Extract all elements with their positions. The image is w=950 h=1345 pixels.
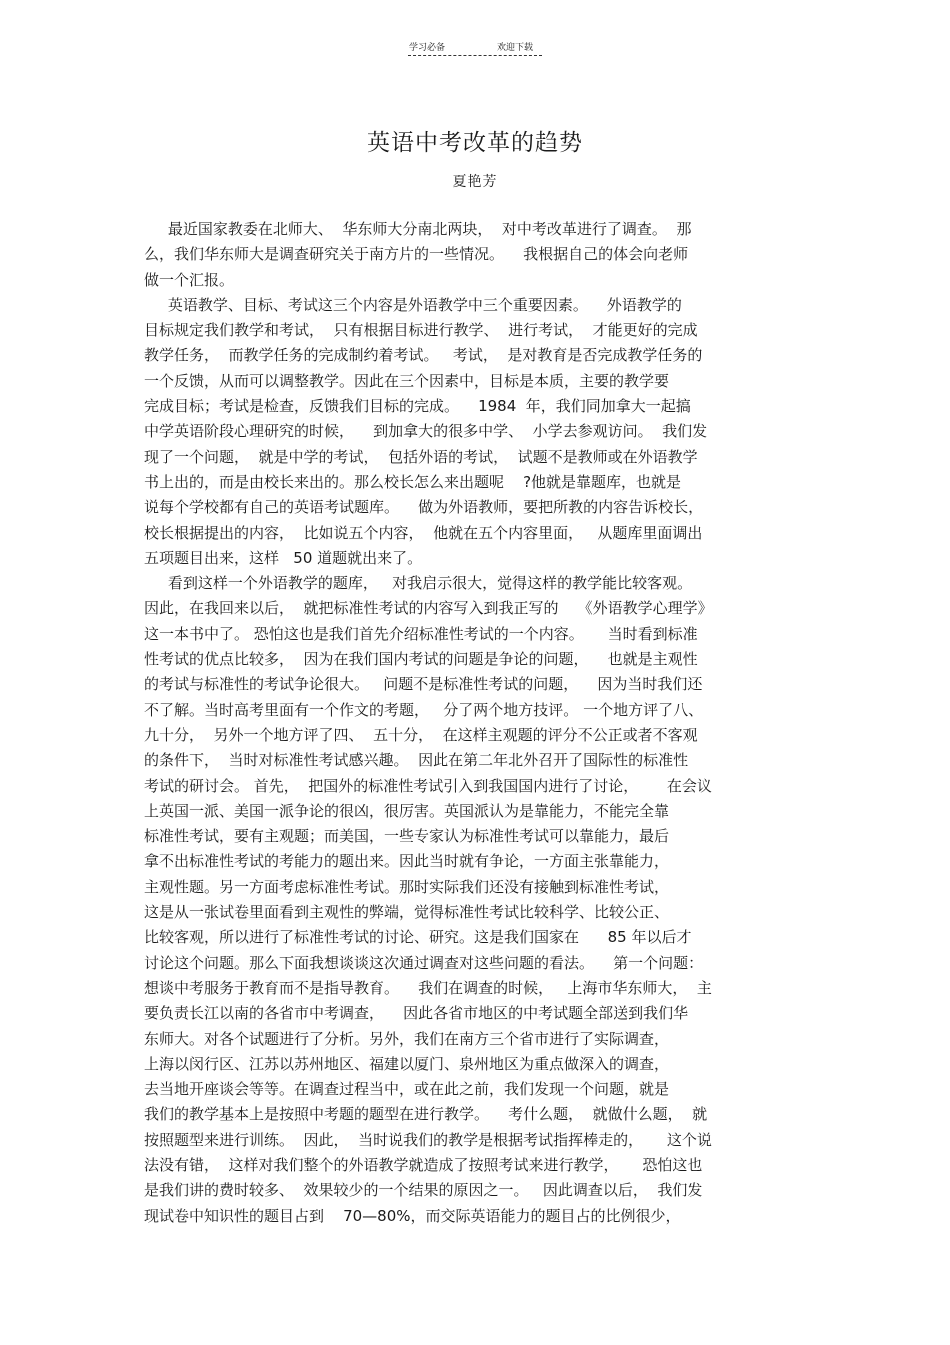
body-text-line: 目标规定我们教学和考试， 只有根据目标进行教学、 进行考试， 才能更好的完成 [144,321,698,340]
body-text-line: 去当地开座谈会等等。在调查过程当中，或在此之前，我们发现一个问题，就是 [144,1080,670,1099]
body-text-line: 拿不出标准性考试的考能力的题出来。因此当时就有争论，一方面主张靠能力， [144,852,670,871]
body-text-line: 性考试的优点比较多， 因为在我们国内考试的问题是争论的问题， 也就是主观性 [144,650,698,669]
body-text-line: 教学任务， 而教学任务的完成制约着考试。 考试， 是对教育是否完成教学任务的 [144,346,703,365]
body-text-line: 考试的研讨会。 首先， 把国外的标准性考试引入到我国国内进行了讨论， 在会议 [144,776,712,795]
document-body [144,217,819,1229]
body-text-line: 现试卷中知识性的题目占到 70—80%，而交际英语能力的题目占的比例很少， [144,1206,681,1225]
body-text-line: 做一个汇报。 [144,270,235,289]
body-text-line: 现了一个问题， 就是中学的考试， 包括外语的考试， 试题不是教师或在外语教学 [144,447,698,466]
body-text-line: 的考试与标准性的考试争论很大。 问题不是标准性考试的问题， 因为当时我们还 [144,675,703,694]
body-text-line: 要负责长江以南的各省市中考调查， 因此各省市地区的中考试题全部送到我们华 [144,1004,689,1023]
body-text-line: 九十分， 另外一个地方评了四、 五十分， 在这样主观题的评分不公正或者不客观 [144,725,698,744]
body-text-line: 完成目标；考试是检查，反馈我们目标的完成。 1984 年，我们同加拿大一起搞 [144,397,691,416]
body-text-line: 么，我们华东师大是调查研究关于南方片的一些情况。 我根据自己的体会向老师 [144,245,689,264]
body-text-line: 上海以闵行区、江苏以苏州地区、福建以厦门、泉州地区为重点做深入的调查， [144,1054,670,1073]
document-author: 夏艳芳 [452,174,498,190]
body-text-line: 法没有错， 这样对我们整个的外语教学就造成了按照考试来进行教学， 恐怕这也 [144,1155,703,1174]
header-right-text: 欢迎下载 [497,43,534,53]
body-text-line: 书上出的，而是由校长来出的。那么校长怎么来出题呢 ?他就是靠题库，也就是 [144,472,682,491]
body-text-line: 东师大。对各个试题进行了分析。另外，我们在南方三个省市进行了实际调查， [144,1029,670,1048]
body-text-line: 按照题型来进行训练。 因此， 当时说我们的教学是根据考试指挥棒走的， 这个说 [144,1130,712,1149]
body-text-line: 比较客观，所以进行了标准性考试的讨论、研究。这是我们国家在 85 年以后才 [144,928,692,947]
header-left-text: 学习必备 [409,43,446,53]
body-text-line: 主观性题。另一方面考虑标准性考试。那时实际我们还没有接触到标准性考试， [144,877,670,896]
body-text-line: 想谈中考服务于教育而不是指导教育。 我们在调查的时候， 上海市华东师大， 主 [144,978,712,997]
body-text-line: 我们的教学基本上是按照中考题的题型在进行教学。 考什么题， 就做什么题， 就 [144,1105,708,1124]
document-title: 英语中考改革的趋势 [367,130,583,156]
page-header [0,40,950,60]
body-text-line: 的条件下， 当时对标准性考试感兴趣。 因此在第二年北外召开了国际性的标准性 [144,751,689,770]
body-text-line: 这是从一张试卷里面看到主观性的弊端，觉得标准性考试比较科学、比较公正、 [144,903,670,922]
body-text-line: 看到这样一个外语教学的题库， 对我启示很大，觉得这样的教学能比较客观。 [144,574,693,593]
body-text-line: 五项题目出来，这样 50 道题就出来了。 [144,548,423,567]
body-text-line: 标准性考试，要有主观题；而美国，一些专家认为标准性考试可以靠能力，最后 [144,827,670,846]
body-text-line: 校长根据提出的内容， 比如说五个内容， 他就在五个内容里面， 从题库里面调出 [144,523,703,542]
body-text-line: 这一本书中了。 恐怕这也是我们首先介绍标准性考试的一个内容。 当时看到标准 [144,624,698,643]
body-text-line: 讨论这个问题。那么下面我想谈谈这次通过调查对这些问题的看法。 第一个问题： [144,953,704,972]
body-text-line: 说每个学校都有自己的英语考试题库。 做为外语教师，要把所教的内容告诉校长， [144,498,704,517]
header-divider [408,55,542,56]
body-text-line: 英语教学、目标、考试这三个内容是外语教学中三个重要因素。 外语教学的 [144,295,682,314]
body-text-line: 中学英语阶段心理研究的时候， 到加拿大的很多中学、 小学去参观访问。 我们发 [144,422,708,441]
body-text-line: 是我们讲的费时较多、 效果较少的一个结果的原因之一。 因此调查以后， 我们发 [144,1181,703,1200]
body-text-line: 上英国一派、美国一派争论的很凶，很厉害。英国派认为是靠能力，不能完全靠 [144,801,670,820]
body-text-line: 不了解。当时高考里面有一个作文的考题， 分了两个地方技评。 一个地方评了八、 [144,700,704,719]
body-text-line: 一个反馈，从而可以调整教学。因此在三个因素中，目标是本质，主要的教学要 [144,371,670,390]
body-text-line: 因此，在我回来以后， 就把标准性考试的内容写入到我正写的 《外语教学心理学》 [144,599,713,618]
body-text-line: 最近国家教委在北师大、 华东师大分南北两块， 对中考改革进行了调查。 那 [144,220,692,238]
